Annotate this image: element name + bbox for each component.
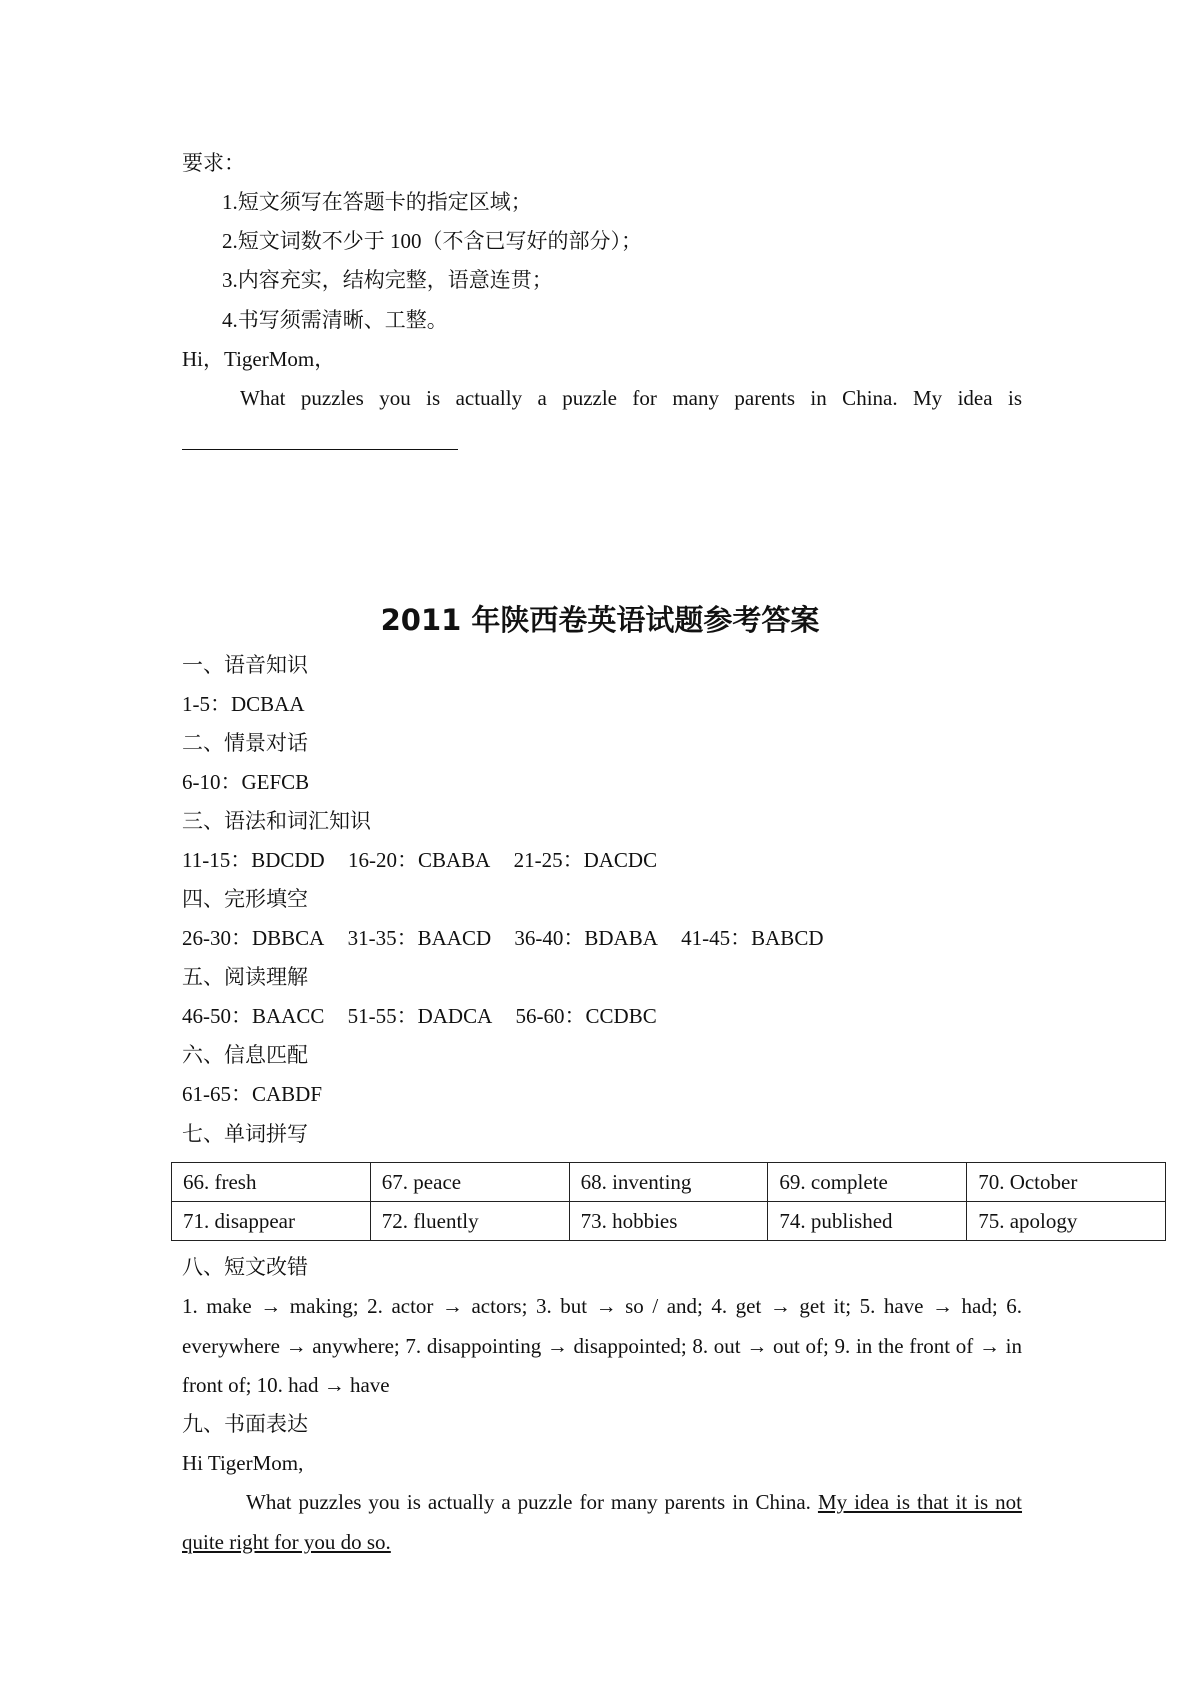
writing-greeting: Hi TigerMom, <box>182 1451 304 1475</box>
table-cell: 67. peace <box>370 1163 569 1202</box>
table-cell: 74. published <box>768 1202 967 1241</box>
requirement-item: 1.短文须写在答题卡的指定区域； <box>222 190 532 214</box>
answer-group: 1-5：DCBAA <box>182 692 305 716</box>
answer-group: 41-45：BABCD <box>681 926 824 950</box>
answer-group: 21-25：DACDC <box>513 848 658 872</box>
table-cell: 71. disappear <box>172 1202 371 1241</box>
answer-group: 6-10：GEFCB <box>182 770 310 794</box>
table-cell: 70. October <box>967 1163 1166 1202</box>
answer-blank-line <box>182 449 458 450</box>
writing-sample <box>182 1483 1022 1562</box>
answer-group: 46-50：BAACC <box>182 1004 325 1028</box>
table-row <box>172 1202 1166 1241</box>
answer-group: 61-65：CABDF <box>182 1082 323 1106</box>
requirement-item: 4.书写须需清晰、工整。 <box>222 308 448 332</box>
spelling-answer-table <box>171 1162 1166 1241</box>
requirement-item: 3.内容充实，结构完整，语意连贯； <box>222 268 553 292</box>
section-heading: 七、单词拼写 <box>182 1122 308 1146</box>
section-answers <box>182 1080 340 1108</box>
table-cell: 69. complete <box>768 1163 967 1202</box>
section-heading: 一、语音知识 <box>182 653 308 677</box>
table-cell: 66. fresh <box>172 1163 371 1202</box>
answer-group: 16-20：CBABA <box>347 848 491 872</box>
section-answers <box>182 690 323 718</box>
table-cell: 72. fluently <box>370 1202 569 1241</box>
section-heading: 四、完形填空 <box>182 887 308 911</box>
letter-greeting: Hi，TigerMom， <box>182 347 336 371</box>
section-heading: 二、情景对话 <box>182 731 308 755</box>
writing-sample-underlined: My idea is that it is not quite right for you do so. <box>182 1490 1023 1554</box>
answer-group: 26-30：DBBCA <box>182 926 325 950</box>
correction-answers: 1. make → making; 2. actor → actors; 3. but → so / and; 4. get → get it; 5. have → had; 6. everywhere → anywhere; 7. disappointing → disappointed; 8. out → out of; 9. in the front of → in front of; 10. had → have <box>182 1294 1022 1397</box>
section-heading: 九、书面表达 <box>182 1412 308 1436</box>
section-heading: 八、短文改错 <box>182 1255 308 1279</box>
section-answers <box>182 768 327 796</box>
answer-key-title: 2011 年陕西卷英语试题参考答案 <box>380 603 820 637</box>
section-answers <box>182 846 675 874</box>
answer-group: 51-55：DADCA <box>347 1004 493 1028</box>
table-row <box>172 1163 1166 1202</box>
answer-group: 36-40：BDABA <box>514 926 658 950</box>
answer-group: 11-15：BDCDD <box>182 848 325 872</box>
section-answers <box>182 924 842 952</box>
answer-group: 31-35：BAACD <box>347 926 492 950</box>
table-cell: 73. hobbies <box>569 1202 768 1241</box>
requirement-item: 2.短文词数不少于 100（不含已写好的部分）； <box>222 229 642 253</box>
table-cell: 75. apology <box>967 1202 1166 1241</box>
section-heading: 五、阅读理解 <box>182 965 308 989</box>
section-heading: 三、语法和词汇知识 <box>182 809 371 833</box>
letter-opening-line: What puzzles you is actually a puzzle for many parents in China. My idea is <box>240 386 1022 410</box>
section-heading: 六、信息匹配 <box>182 1043 308 1067</box>
requirements-heading: 要求： <box>182 151 245 175</box>
section-answers <box>182 1002 675 1030</box>
table-cell: 68. inventing <box>569 1163 768 1202</box>
writing-sample-plain: What puzzles you is actually a puzzle for many parents in China. <box>246 1490 811 1514</box>
answer-group: 56-60：CCDBC <box>515 1004 657 1028</box>
